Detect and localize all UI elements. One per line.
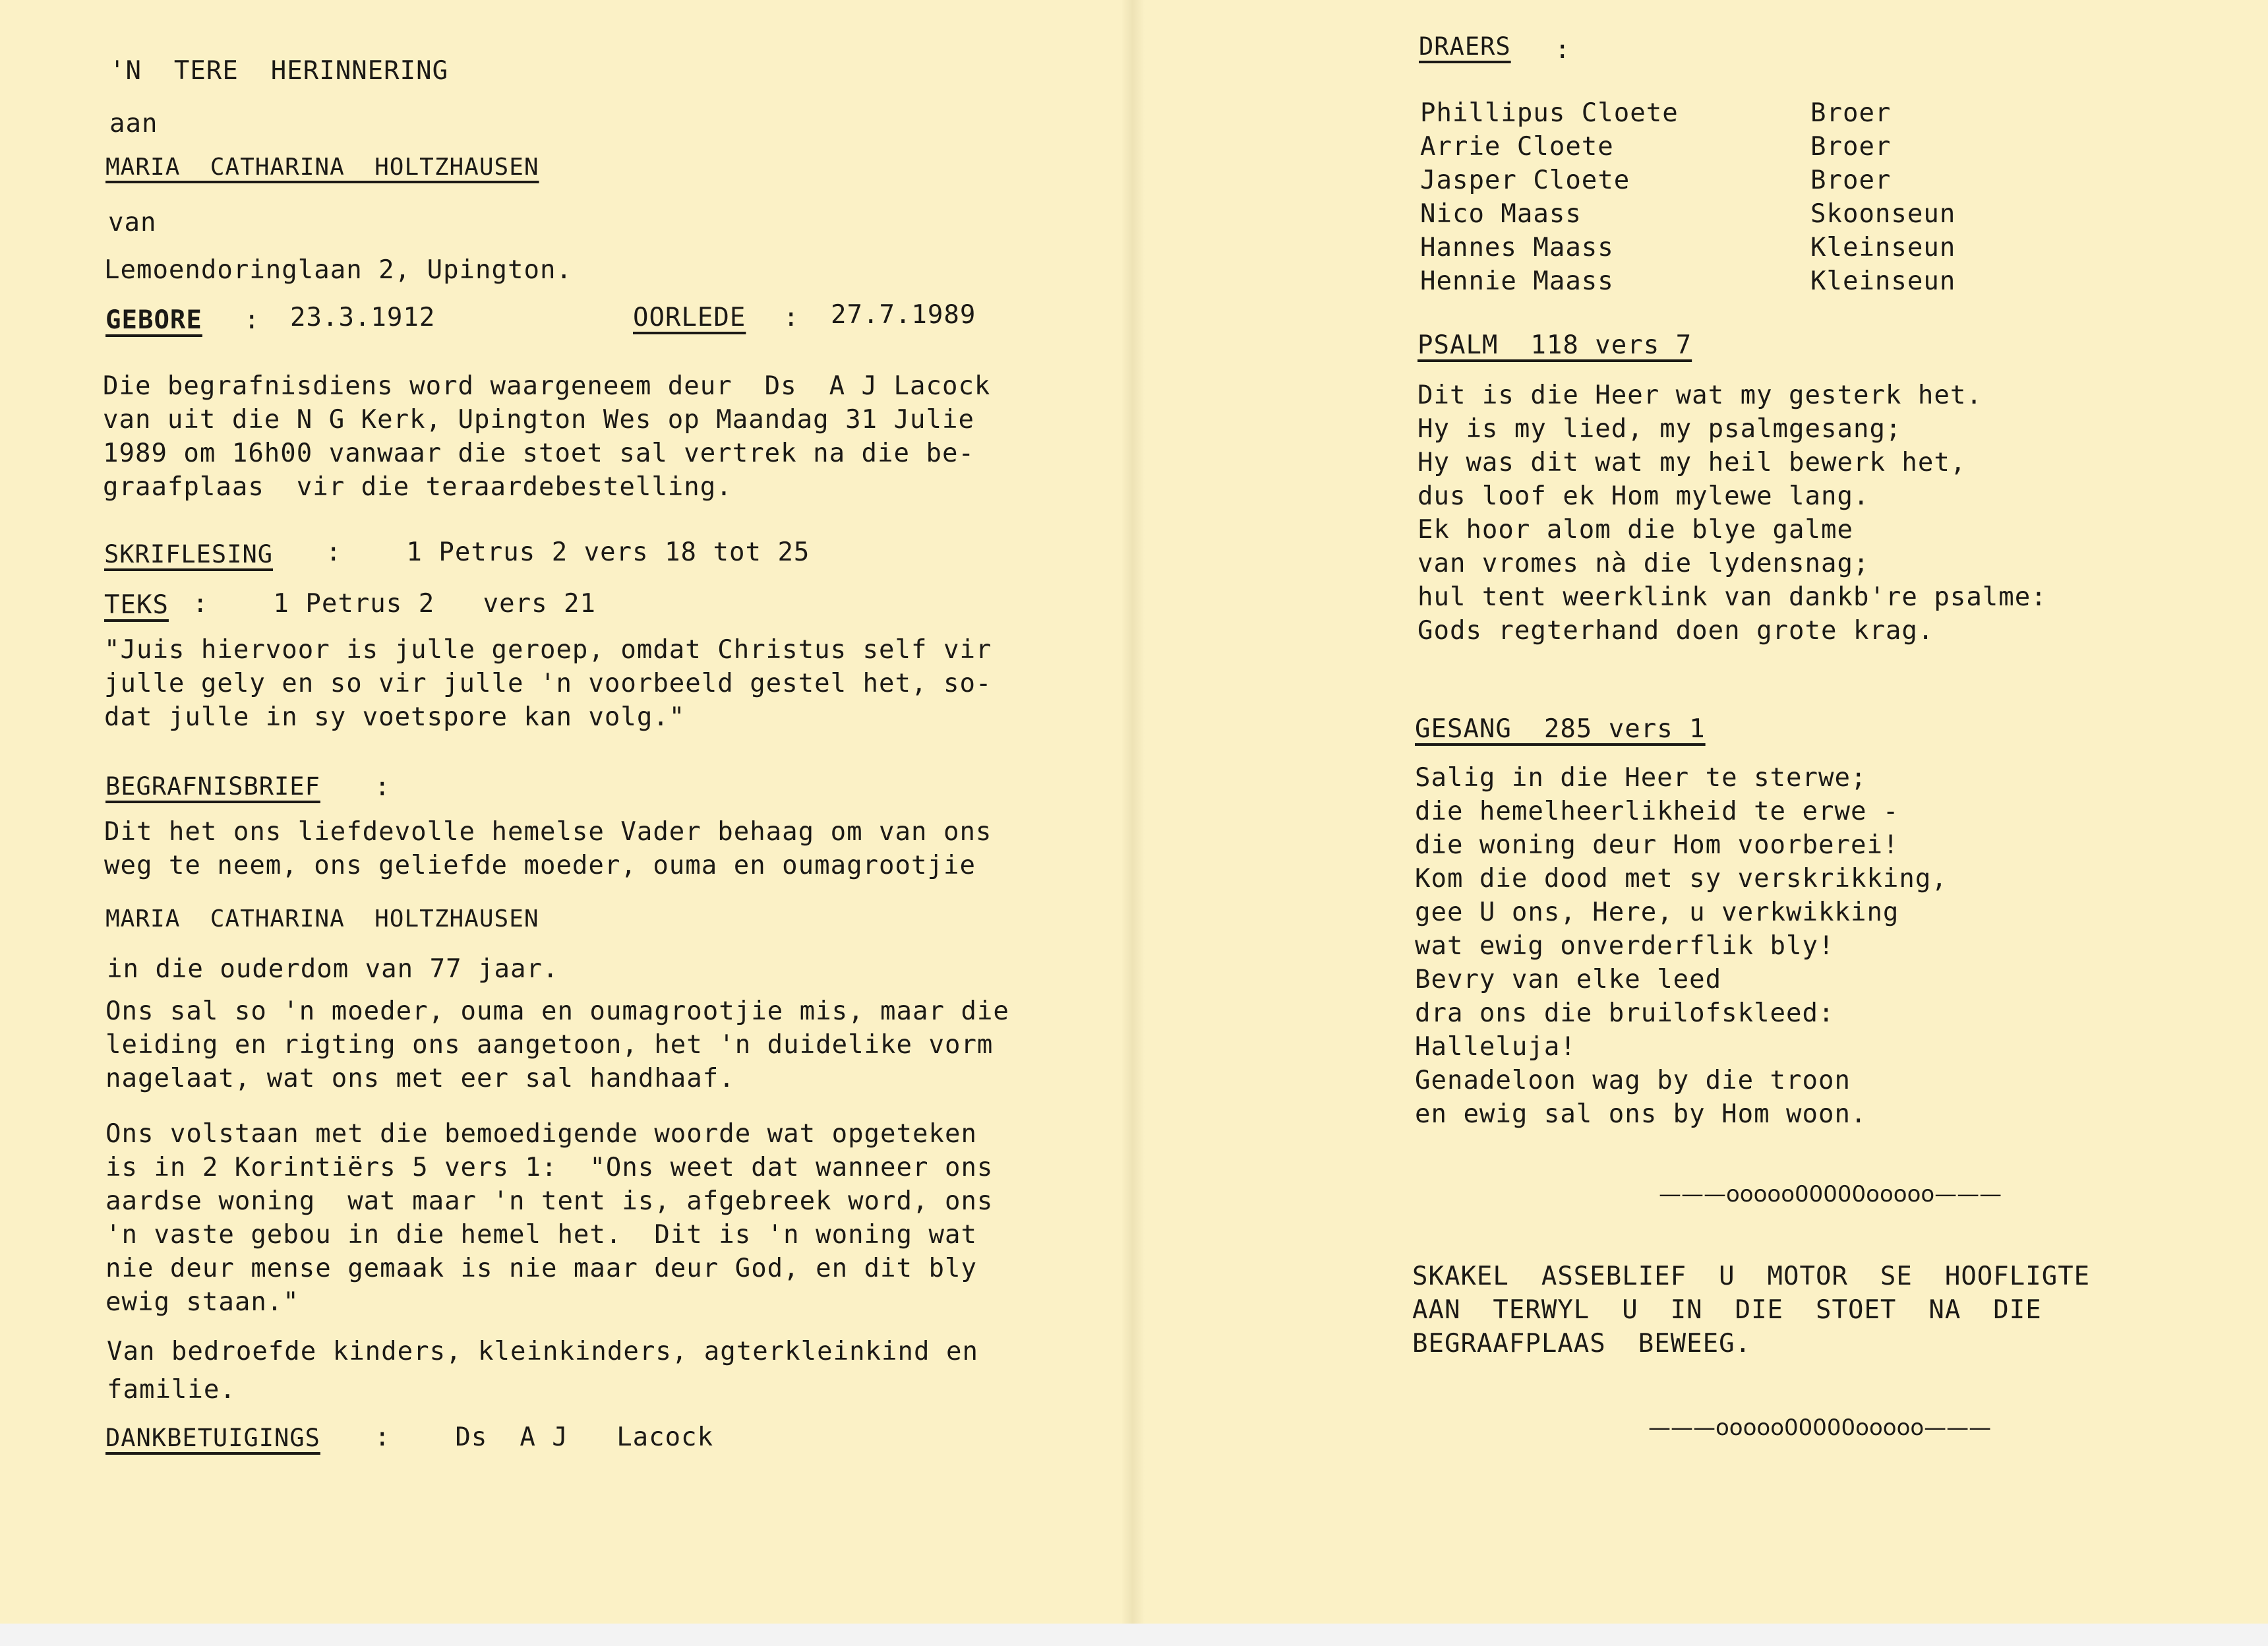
- gesang-line: Kom die dood met sy verskrikking,: [1415, 864, 1948, 894]
- gesang-line: Halleluja!: [1415, 1032, 1576, 1062]
- scripture-quote: [104, 633, 992, 734]
- service-paragraph: [103, 369, 990, 504]
- bearer-relation: Broer: [1810, 132, 1892, 162]
- heading: 'N TERE HERINNERING: [109, 56, 449, 86]
- letter-line: Ons sal so 'n moeder, ouma en oumagrootjie mis, maar die: [105, 996, 1009, 1026]
- service-line: graafplaas vir die teraardebestelling.: [103, 472, 732, 502]
- letter-comfort: [105, 1117, 993, 1319]
- psalm-line: Ek hoor alom die blye galme: [1418, 515, 1853, 545]
- gesang-line: gee U ons, Here, u verkwikking: [1415, 898, 1899, 927]
- letter-line: familie.: [107, 1375, 236, 1405]
- bearer-relation: Skoonseun: [1810, 199, 1956, 229]
- service-line: 1989 om 16h00 vanwaar die stoet sal vertrek na die be-: [103, 439, 974, 468]
- teks-label: TEKS: [104, 590, 169, 620]
- van-text: van: [108, 208, 157, 237]
- separator: ———ooooo00000ooooo———: [1659, 1181, 2002, 1207]
- gesang-line: die hemelheerlikheid te erwe -: [1415, 797, 1899, 826]
- gesang-line: Salig in die Heer te sterwe;: [1415, 763, 1867, 793]
- service-line: van uit die N G Kerk, Upington Wes op Maandag 31 Julie: [103, 405, 974, 435]
- letter-from: [107, 1335, 978, 1407]
- bearer-relation: Kleinseun: [1810, 233, 1956, 262]
- aan-text: aan: [109, 109, 158, 138]
- bearer-name: Nico Maass: [1420, 199, 1582, 229]
- service-line: Die begrafnisdiens word waargeneem deur Ds A J Lacock: [103, 371, 991, 401]
- skriflesing-label: SKRIFLESING: [104, 540, 274, 568]
- letter-line: nie deur mense gemaak is nie maar deur God, en dit bly: [105, 1254, 977, 1283]
- bearer-name: Hannes Maass: [1420, 233, 1614, 262]
- letter-line: 'n vaste gebou in die hemel het. Dit is 'n woning wat: [105, 1220, 977, 1250]
- psalm-line: hul tent weerklink van dankb're psalme:: [1418, 582, 2047, 612]
- draers-colon: :: [1555, 35, 1571, 65]
- letter-line: Van bedroefde kinders, kleinkinders, agterkleinkind en: [107, 1337, 978, 1366]
- psalm-verse: [1418, 379, 2047, 648]
- psalm-line: van vromes nà die lydensnag;: [1418, 549, 1870, 578]
- notice-line: AAN TERWYL U IN DIE STOET NA DIE: [1412, 1295, 2042, 1325]
- gesang-line: wat ewig onverderflik bly!: [1415, 931, 1835, 961]
- begrafnisbrief-colon: :: [374, 772, 391, 802]
- bearer-relation: Broer: [1810, 166, 1892, 195]
- bearers-list: [1420, 96, 1679, 298]
- gesang-line: en ewig sal ons by Hom woon.: [1415, 1099, 1867, 1129]
- gesang-label: GESANG 285 vers 1: [1415, 714, 1706, 744]
- letter-line: Dit het ons liefdevolle hemelse Vader behaag om van ons: [104, 817, 992, 847]
- dankbetuigings-value: : Ds A J Lacock: [374, 1422, 714, 1452]
- bearer-name: Arrie Cloete: [1420, 132, 1614, 162]
- quote-line: julle gely en so vir julle 'n voorbeeld gestel het, so-: [104, 669, 992, 698]
- oorlede-date: 27.7.1989: [831, 300, 976, 330]
- gebore-date: 23.3.1912: [290, 303, 436, 332]
- gesang-line: die woning deur Hom voorberei!: [1415, 830, 1899, 860]
- psalm-line: Dit is die Heer wat my gesterk het.: [1418, 381, 1983, 410]
- bearer-relation: Kleinseun: [1810, 266, 1956, 296]
- letter-line: ewig staan.": [105, 1287, 299, 1317]
- address: Lemoendoringlaan 2, Upington.: [104, 255, 572, 285]
- letter-line: leiding en rigting ons aangetoon, het 'n duidelike vorm: [105, 1030, 994, 1060]
- letter-miss: [105, 994, 1009, 1095]
- deceased-name: MARIA CATHARINA HOLTZHAUSEN: [105, 154, 539, 181]
- bearer-relation: Broer: [1810, 98, 1892, 128]
- psalm-label: PSALM 118 vers 7: [1418, 330, 1692, 360]
- headlights-notice: [1412, 1260, 2090, 1360]
- draers-label: DRAERS: [1419, 32, 1511, 61]
- bearer-name: Hennie Maass: [1420, 266, 1614, 296]
- letter-line: is in 2 Korintiërs 5 vers 1: "Ons weet dat wanneer ons: [105, 1153, 994, 1182]
- letter-line: weg te neem, ons geliefde moeder, ouma en oumagrootjie: [104, 851, 976, 880]
- gesang-line: dra ons die bruilofskleed:: [1415, 998, 1835, 1028]
- begrafnisbrief-label: BEGRAFNISBRIEF: [105, 772, 320, 801]
- quote-line: dat julle in sy voetspore kan volg.": [104, 702, 686, 732]
- psalm-line: Gods regterhand doen grote krag.: [1418, 616, 1934, 646]
- letter-line: aardse woning wat maar 'n tent is, afgebreek word, ons: [105, 1186, 994, 1216]
- teks-value: : 1 Petrus 2 vers 21: [193, 589, 596, 619]
- letter-name: MARIA CATHARINA HOLTZHAUSEN: [105, 905, 539, 932]
- gesang-line: Genadeloon wag by die troon: [1415, 1066, 1851, 1095]
- separator: ———ooooo00000ooooo———: [1648, 1415, 1992, 1441]
- gesang-line: Bevry van elke leed: [1415, 965, 1722, 994]
- psalm-line: Hy is my lied, my psalmgesang;: [1418, 414, 1902, 444]
- oorlede-colon: :: [783, 303, 800, 332]
- gesang-verse: [1415, 761, 1948, 1131]
- letter-line: Ons volstaan met die bemoedigende woorde wat opgeteken: [105, 1119, 977, 1149]
- bearer-name: Jasper Cloete: [1420, 166, 1630, 195]
- gebore-label: GEBORE: [105, 305, 202, 335]
- bearer-name: Phillipus Cloete: [1420, 98, 1679, 128]
- quote-line: "Juis hiervoor is julle geroep, omdat Christus self vir: [104, 635, 992, 665]
- dankbetuigings-label: DANKBETUIGINGS: [105, 1424, 320, 1452]
- bearers-relations: [1810, 96, 1955, 298]
- scan-background-strip: [0, 1624, 2268, 1646]
- notice-line: BEGRAAFPLAAS BEWEEG.: [1412, 1329, 1752, 1358]
- letter-age: in die ouderdom van 77 jaar.: [107, 954, 559, 984]
- notice-line: SKAKEL ASSEBLIEF U MOTOR SE HOOFLIGTE: [1412, 1262, 2091, 1291]
- psalm-line: dus loof ek Hom mylewe lang.: [1418, 481, 1870, 511]
- psalm-line: Hy was dit wat my heil bewerk het,: [1418, 448, 1967, 477]
- gebore-colon: :: [244, 305, 260, 335]
- skriflesing-value: : 1 Petrus 2 vers 18 tot 25: [326, 537, 810, 567]
- center-fold: [1121, 0, 1145, 1624]
- letter-line: nagelaat, wat ons met eer sal handhaaf.: [105, 1064, 735, 1093]
- letter-intro: [104, 815, 992, 882]
- oorlede-label: OORLEDE: [633, 303, 746, 332]
